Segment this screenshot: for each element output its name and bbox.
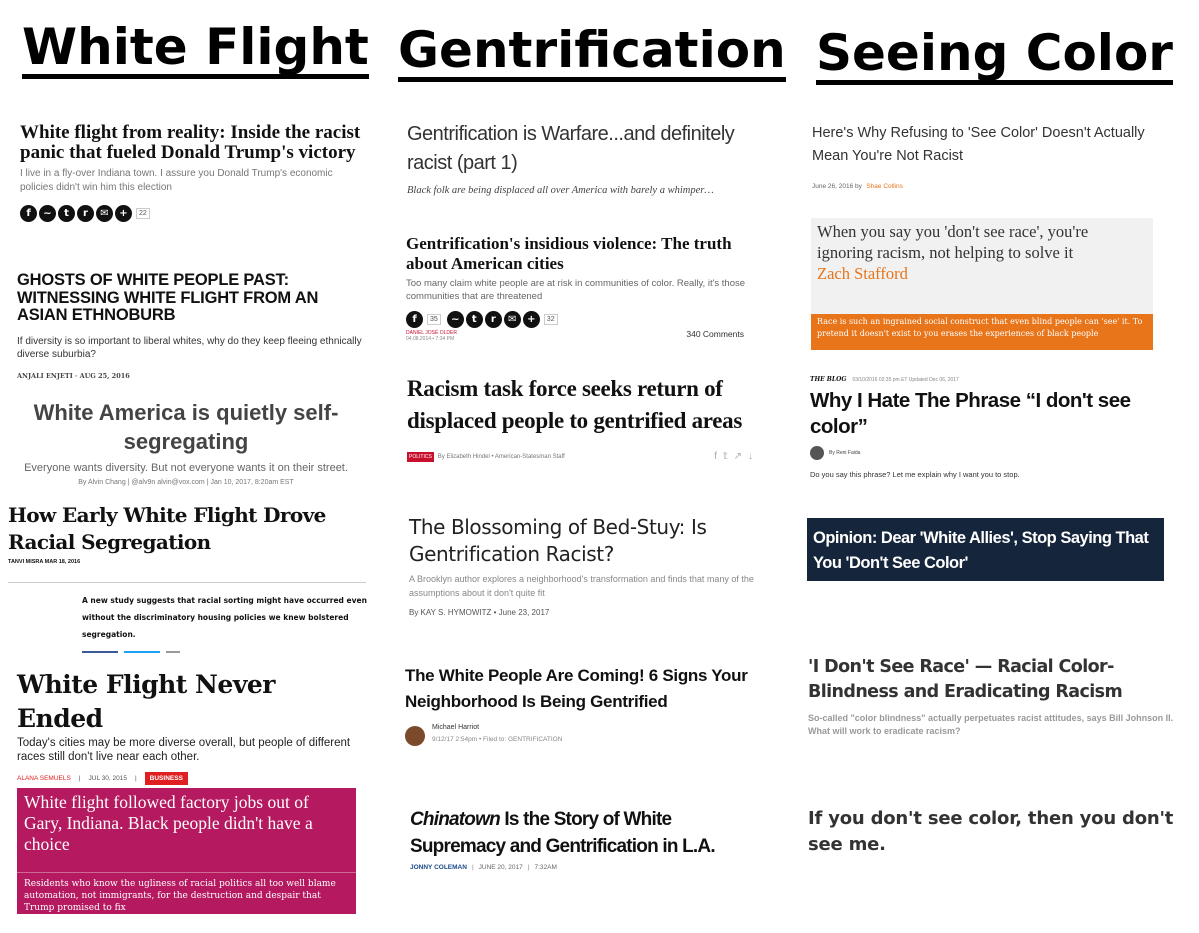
article-dek: If diversity is so important to liberal whites, why do they keep fleeing ethnically diverse suburbia? <box>17 335 362 360</box>
article-dek: A Brooklyn author explores a neighborhood's transformation and finds that many of the assumptions about it don't quite fit <box>409 574 754 598</box>
article-headline[interactable]: Gentrification is Warfare...and definitely racist (part 1) <box>407 123 735 174</box>
article-salon[interactable] <box>20 123 365 222</box>
article-dek: So-called "color blindness" actually perpetuates racist attitudes, says Bill Johnson II. What will work to eradicate racism? <box>808 713 1174 736</box>
article-dek: Everyone wants diversity. But not everyone wants it on their street. <box>24 462 348 474</box>
twitter-icon[interactable]: t <box>466 311 483 328</box>
article-headline[interactable]: Here's Why Refusing to 'See Color' Doesn't Actually Mean You're Not Racist <box>812 125 1145 164</box>
article-dek: Today's cities may be more diverse overall, but people of different races still don't live near each other. <box>17 737 351 763</box>
article-date: 04.08.2014 • 7:34 PM <box>406 336 455 342</box>
article-meta: JONNY COLEMAN | JUNE 20, 2017 | 7:32AM <box>410 864 557 871</box>
reddit-icon[interactable]: r <box>77 205 94 222</box>
article-date: 03/10/2016 02:35 pm ET Updated Dec 06, 2017 <box>852 377 959 383</box>
author-name[interactable]: ALANA SEMUELS <box>17 775 71 782</box>
article-meta <box>812 175 1172 193</box>
share-lines <box>82 651 368 653</box>
article-meta <box>406 330 754 348</box>
article-insidious[interactable] <box>406 234 754 348</box>
article-headline[interactable]: White flight from reality: Inside the racist panic that fueled Donald Trump's victory <box>20 122 361 163</box>
article-see-me[interactable] <box>808 806 1193 858</box>
facebook-icon[interactable]: f <box>20 205 37 222</box>
share-bar <box>20 205 365 222</box>
article-date: JUNE 20, 2017 <box>478 864 523 871</box>
article-meta <box>405 724 765 754</box>
section-badge[interactable]: POLITICS <box>409 453 432 460</box>
section-label[interactable]: THE BLOG <box>810 376 847 383</box>
article-everyday-feminism[interactable] <box>812 122 1172 193</box>
author-name[interactable]: Shae Collins <box>866 183 903 190</box>
article-statesman[interactable] <box>407 373 759 462</box>
section-badge[interactable]: BUSINESS <box>145 772 188 785</box>
facebook-icon[interactable]: f <box>406 311 423 328</box>
avatar[interactable] <box>405 726 425 746</box>
author-name[interactable]: Michael Harriot <box>432 724 480 731</box>
author-name[interactable]: By Reni Faida <box>829 450 861 456</box>
article-guardian-orange[interactable] <box>811 218 1153 350</box>
article-headline[interactable]: The White People Are Coming! 6 Signs Your Neighborhood Is Being Gentrified <box>405 666 748 711</box>
headline-rest: Is the Story of White Supremacy and Gentrification in L.A. <box>410 809 715 857</box>
column-title-white-flight: White Flight <box>22 22 369 79</box>
article-byline: ANJALI ENJETI · AUG 25, 2016 <box>17 371 130 380</box>
article-headline[interactable]: How Early White Flight Drove Racial Segregation <box>8 503 326 554</box>
article-headline[interactable]: Opinion: Dear 'White Allies', Stop Saying That You 'Don't See Color' <box>813 529 1149 572</box>
author-row <box>810 446 1170 460</box>
article-headline[interactable]: White Flight Never Ended <box>17 670 275 733</box>
article-date: June 26, 2016 by <box>812 183 862 190</box>
article-opinion-box[interactable] <box>807 518 1164 581</box>
article-meta-top <box>810 376 1170 383</box>
article-root[interactable] <box>405 663 765 754</box>
article-date: 9/12/17 2:54pm • Filed to: GENTRIFICATION <box>432 736 563 743</box>
author-name[interactable]: Zach Stafford <box>817 264 908 283</box>
author-name[interactable]: JONNY COLEMAN <box>410 864 467 871</box>
share-icons[interactable]: f𝕥↗↓ <box>714 451 759 462</box>
article-byline: By Elizabeth Hindel • American-Statesman Staff <box>437 453 565 460</box>
plus-icon[interactable]: + <box>523 311 540 328</box>
article-byline: By Alvin Chang | @alv9n alvin@vox.com | Jan 10, 2017, 8:20am EST <box>78 479 294 486</box>
article-date: JUL 30, 2015 <box>88 775 127 782</box>
article-byline: By KAY S. HYMOWITZ • June 23, 2017 <box>409 608 550 617</box>
article-laweekly[interactable] <box>410 806 770 871</box>
article-atlantic[interactable] <box>17 668 367 785</box>
article-dek: Too many claim white people are at risk in communities of color. Really, it's those communities that are threatened <box>406 278 746 302</box>
article-meta: ALANA SEMUELS | JUL 30, 2015 | BUSINESS <box>17 772 367 785</box>
share-count-facebook: 35 <box>427 314 441 325</box>
article-citylab-bedstuy[interactable] <box>409 514 764 617</box>
email-icon[interactable]: ✉ <box>96 205 113 222</box>
twitter-icon[interactable]: t <box>58 205 75 222</box>
author-name[interactable]: DANIEL JOSÉ OLDER <box>406 330 457 336</box>
messenger-icon[interactable]: ~ <box>39 205 56 222</box>
article-color-blindness[interactable] <box>808 655 1183 738</box>
article-headline[interactable]: Why I Hate The Phrase “I don't see color” <box>810 389 1131 438</box>
share-count: 22 <box>136 208 150 219</box>
article-dek: Residents who know the ugliness of racial politics all too well blame automation, not immigrants, for the destruction and despair that Trump promised to fix <box>24 879 336 913</box>
article-dek: Race is such an ingrained social construct that even blind people can 'see' it. To pretend it doesn't exist to you erases the experiences of black people <box>811 314 1153 350</box>
article-headline[interactable] <box>410 806 770 860</box>
article-guardian-pink[interactable] <box>17 788 356 914</box>
article-headline[interactable]: Racism task force seeks return of displaced people to gentrified areas <box>407 376 743 433</box>
article-time: 7:32AM <box>534 864 557 871</box>
article-headline[interactable]: When you say you 'don't see race', you're ignoring racism, not helping to solve it <box>817 222 1089 262</box>
comments-link[interactable]: 340 Comments <box>686 329 744 339</box>
headline-italic: Chinatown <box>410 809 500 830</box>
article-headline[interactable]: If you don't see color, then you don't see me. <box>808 808 1174 855</box>
article-warfare[interactable] <box>407 120 762 196</box>
column-title-seeing-color: Seeing Color <box>816 28 1173 85</box>
article-citylab[interactable] <box>8 502 368 653</box>
article-dek: Black folk are being displaced all over America with barely a whimper… <box>407 185 714 196</box>
article-ethnoburb[interactable] <box>17 272 362 380</box>
email-icon[interactable]: ✉ <box>504 311 521 328</box>
article-headline[interactable]: The Blossoming of Bed-Stuy: Is Gentrification Racist? <box>409 515 707 566</box>
article-byline: TANVI MISRA MAR 18, 2016 <box>8 559 81 565</box>
article-huffpost[interactable] <box>810 376 1170 479</box>
reddit-icon[interactable]: r <box>485 311 502 328</box>
article-vox[interactable] <box>5 398 367 486</box>
article-dek: Do you say this phrase? Let me explain why I want you to stop. <box>810 470 1020 479</box>
avatar[interactable] <box>810 446 824 460</box>
article-headline[interactable]: White America is quietly self-segregating <box>33 400 339 454</box>
share-bar <box>406 311 754 328</box>
article-pullquote: A new study suggests that racial sorting might have occurred even without the discriminatory housing policies we knew bolstered segregation. <box>82 596 367 639</box>
article-dek: I live in a fly-over Indiana town. I assure you Donald Trump's economic policies didn't win him this election <box>20 168 333 193</box>
article-meta <box>407 451 759 462</box>
plus-icon[interactable]: + <box>115 205 132 222</box>
share-count: 32 <box>544 314 558 325</box>
article-headline[interactable]: White flight followed factory jobs out of Gary, Indiana. Black people didn't have a choice <box>24 792 313 854</box>
messenger-icon[interactable]: ~ <box>447 311 464 328</box>
column-title-gentrification: Gentrification <box>398 25 786 82</box>
article-headline[interactable]: Gentrification's insidious violence: The truth about American cities <box>406 234 732 273</box>
article-headline[interactable]: 'I Don't See Race' — Racial Color-Blindness and Eradicating Racism <box>808 657 1123 702</box>
article-headline[interactable]: GHOSTS OF WHITE PEOPLE PAST: WITNESSING WHITE FLIGHT FROM AN ASIAN ETHNOBURB <box>17 271 319 324</box>
